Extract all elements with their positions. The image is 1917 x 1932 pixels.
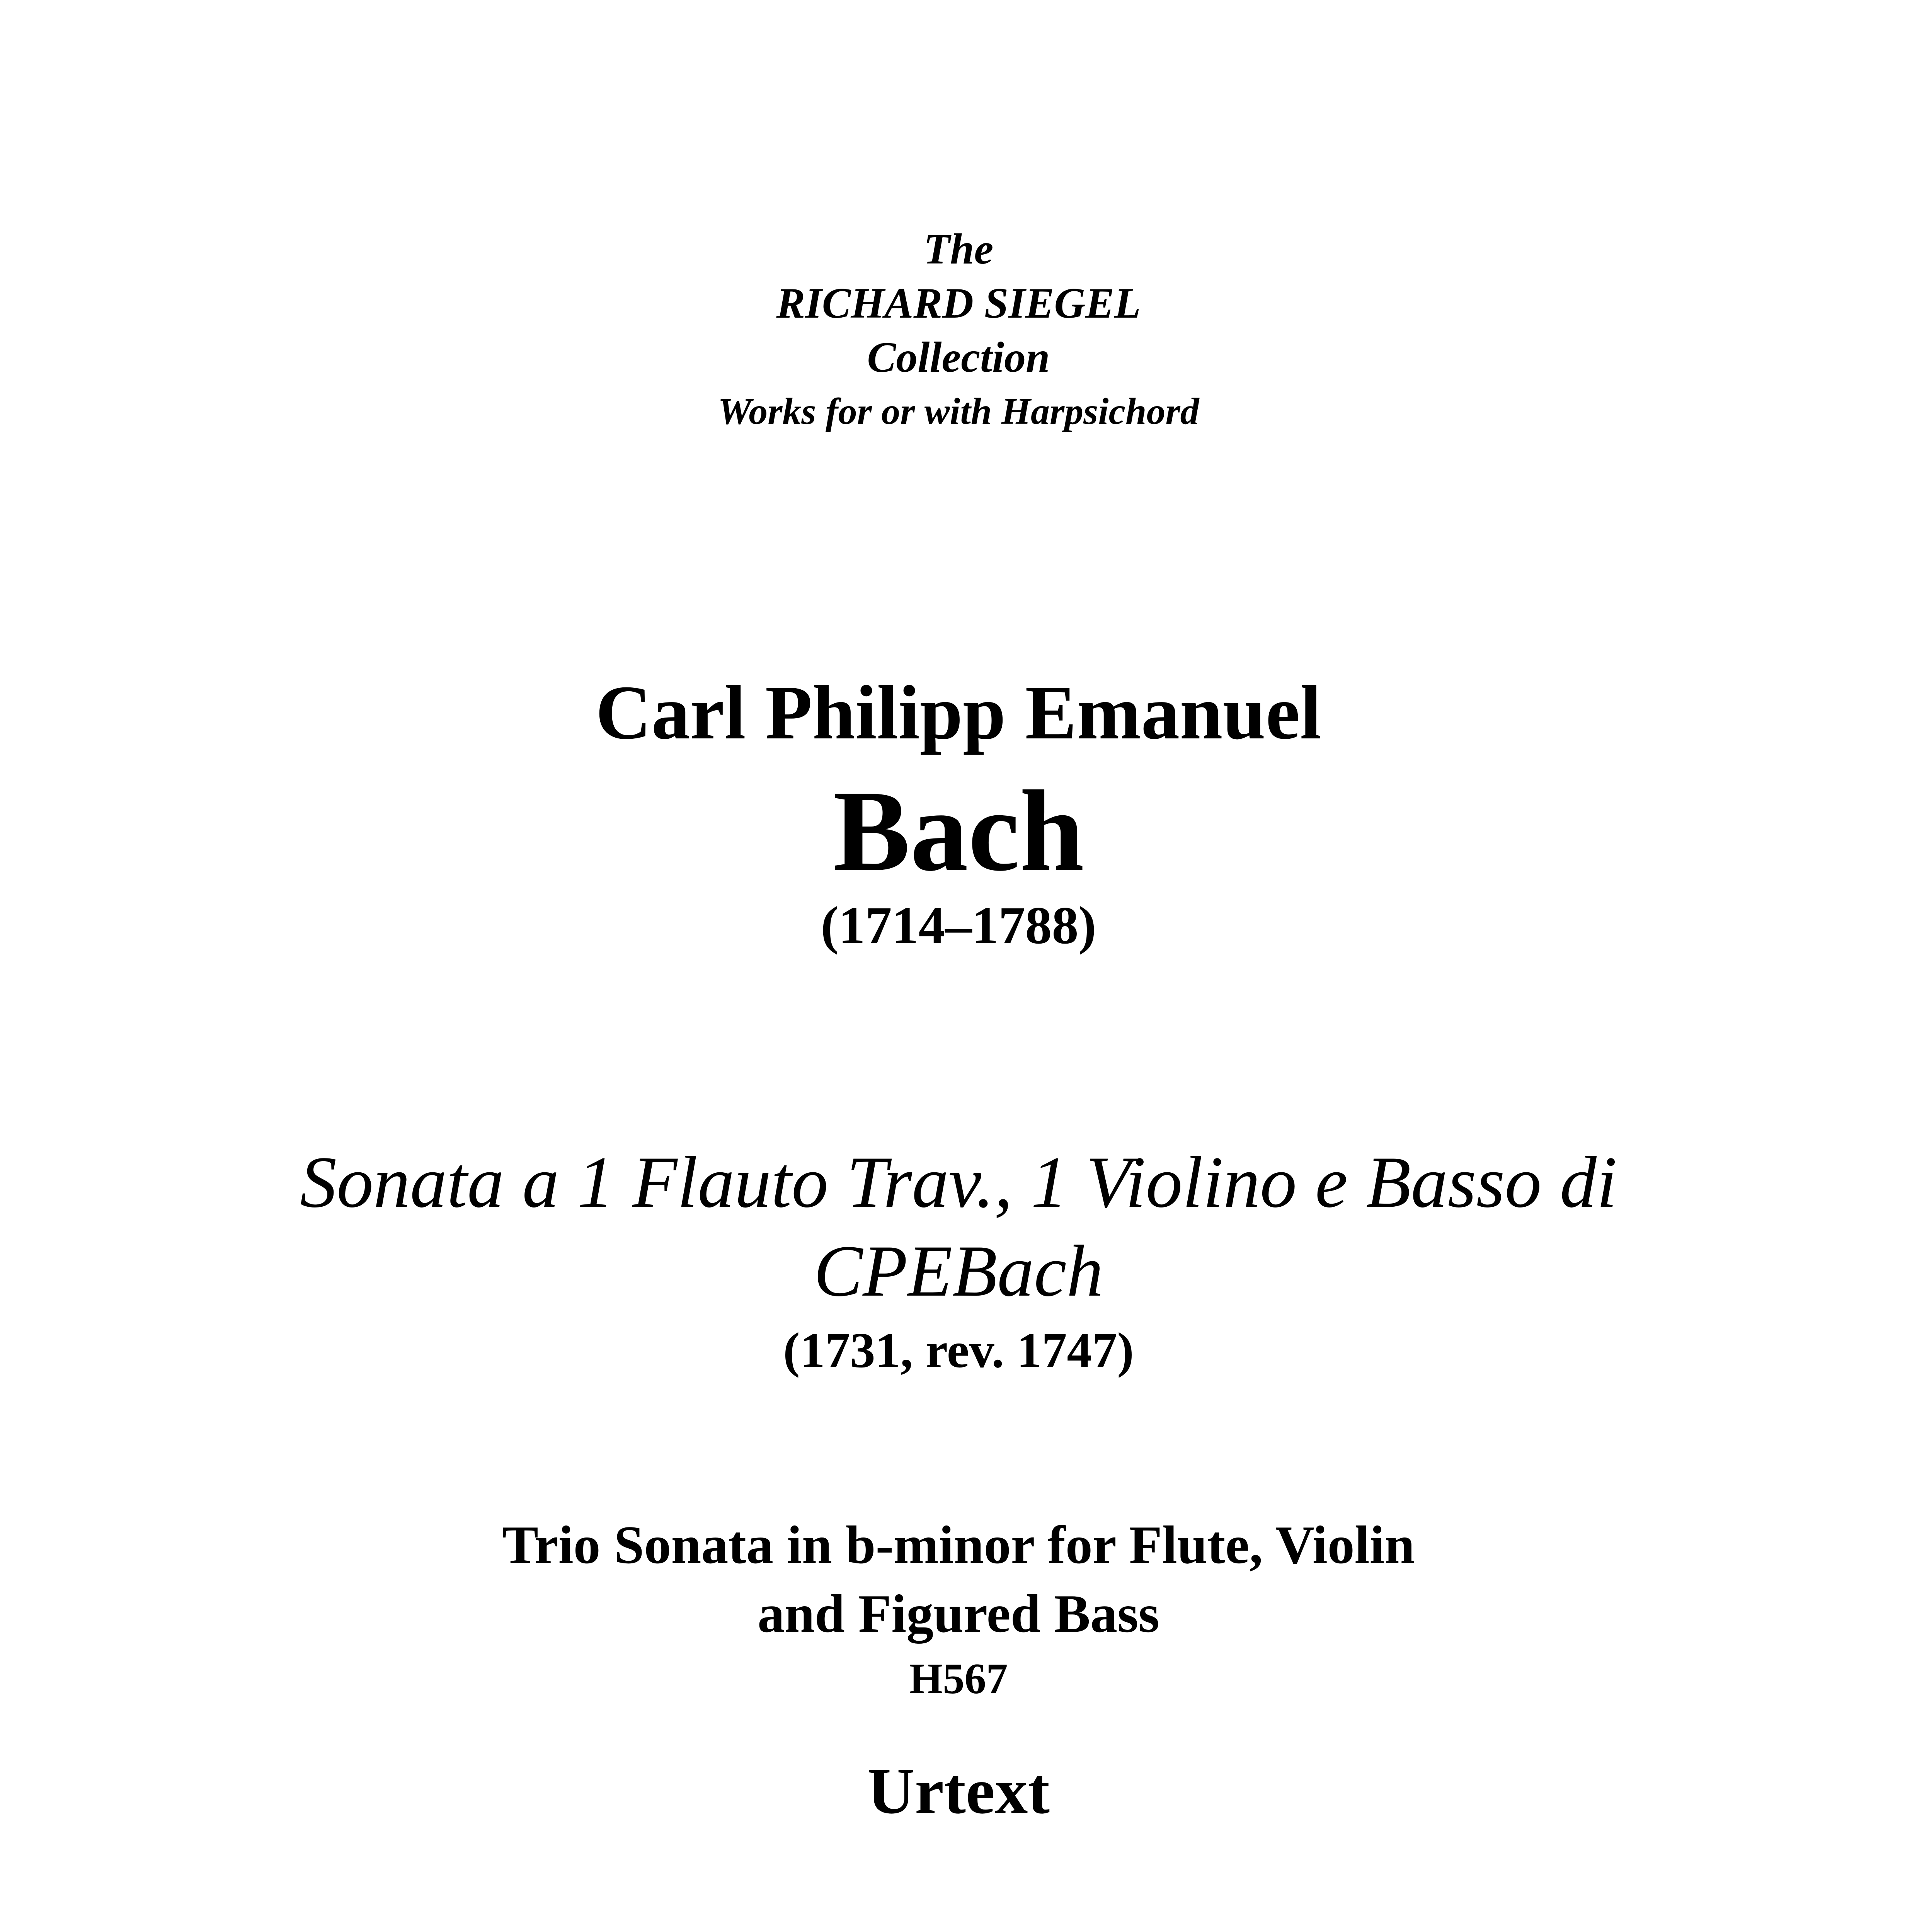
original-title-line-2: CPEBach [814, 1231, 1103, 1312]
modern-title-line-2: and Figured Bass [758, 1584, 1159, 1644]
original-title-date: (1731, rev. 1747) [783, 1323, 1134, 1378]
composer-first-names: Carl Philipp Emanuel [595, 670, 1322, 755]
series-line-the: The [923, 225, 994, 273]
modern-title-line-1: Trio Sonata in b-minor for Flute, Violin [502, 1515, 1415, 1575]
series-subtitle: Works for or with Harpsichord [718, 391, 1199, 432]
modern-title [0, 1511, 1917, 1648]
series-header [0, 222, 1917, 439]
series-collection-name: RICHARD SIEGEL [776, 279, 1141, 327]
series-line-collection: Collection [867, 333, 1050, 381]
catalog-number: H567 [909, 1655, 1008, 1703]
composer-dates: (1714–1788) [821, 896, 1096, 955]
original-title [0, 1138, 1917, 1316]
composer-surname: Bach [833, 767, 1084, 895]
original-title-line-1: Sonata a 1 Flauto Trav., 1 Violino e Basso di [300, 1142, 1617, 1223]
edition-type: Urtext [867, 1755, 1050, 1827]
